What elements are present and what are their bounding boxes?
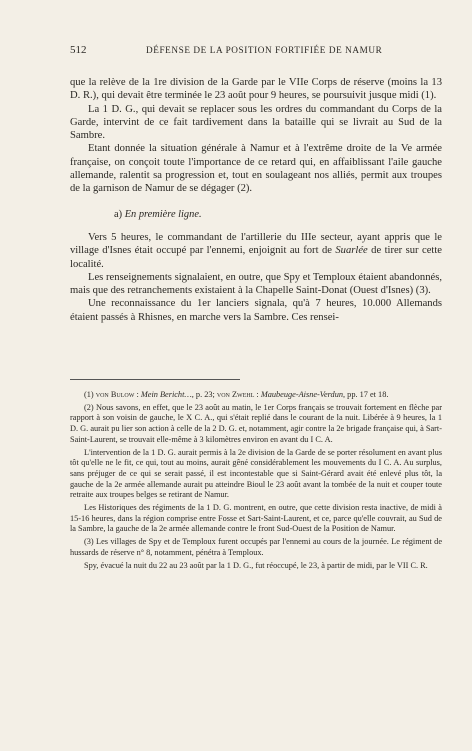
citation-title: Mein Bericht… [140, 390, 192, 399]
footnote: (3) Les villages de Spy et de Temploux furent occupés par l'ennemi au cours de la journée. Le régiment de hussards de réserve n° 8, notamment, pénétra à Temploux. [70, 537, 442, 557]
running-title: DÉFENSE DE LA POSITION FORTIFIÉE DE NAMUR [146, 45, 383, 55]
footnotes [70, 390, 442, 573]
paragraph [70, 231, 442, 271]
section-subheading [70, 208, 442, 221]
footnote-continuation: Spy, évacué la nuit du 22 au 23 août par la 1 D. G., fut réoccupé, le 23, à partir de midi, par le VII C. R. [84, 560, 428, 570]
citation-title: Maubeuge-Aisne-Verdun [260, 390, 344, 399]
footnote-continuation: Les Historiques des régiments de la 1 D. G. montrent, en outre, que cette division resta inactive, de midi à 15-16 heures, dans la région comprise entre Fosse et Sart-Saint-Laurent, et ce, parce qu'elle couvrait, au Sud de la Sambre, la gauche de la 2e armée allemande contre le front Sud-Ouest de la Position de Namur. [70, 503, 442, 534]
citation-author: von Bulow [95, 390, 135, 399]
citation-separator: : [254, 390, 261, 399]
paragraph: Une reconnaissance du 1er lanciers signala, qu'à 7 heures, 10.000 Allemands étaient passés à Rhisnes, en marche vers la Sambre. Ces rensei- [70, 298, 442, 323]
paragraph: que la relève de la 1re division de la Garde par le VIIe Corps de réserve (moins la 13 D. R.), qui devait être terminée le 23 août pour 9 heures, se poursuivit jusque midi (1). [70, 77, 442, 102]
main-text [70, 76, 442, 324]
paragraph: La 1 D. G., qui devait se replacer sous les ordres du commandant du Corps de la Garde, intervint de ce fait tardivement dans la bataille qui se livrait au Sud de la Sambre. [70, 103, 442, 142]
citation-text: , p. 23; [191, 390, 217, 399]
footnote-number: (1) [84, 390, 94, 399]
paragraph: Etant donnée la situation générale à Namur et à l'extrême droite de la Ve armée française, on conçoit toute l'importance de ce retard qui, en affaiblissant l'aile gauche allemande, ralentit sa progression et, tout en soulageant nos alliés, permit aux troupes de la garnison de Namur de se dégager (2). [70, 143, 442, 195]
citation-separator: : [134, 390, 141, 399]
paragraph-text: Vers 5 heures, le commandant de l'artillerie du IIIe secteur, ayant appris que le village d'Isnes était occupé par l'ennemi, enjoignit au fort de [70, 231, 442, 257]
footnote-continuation: L'intervention de la 1 D. G. aurait permis à la 2e division de la Garde de se porter résolument en avant plus tôt qu'elle ne le fit, ce qui, tout au moins, aurait gêné considérablement les mouvements du I C. A. Au surplus, sans préjuger de ce qui se serait passé, il est incontestable que si Saint-Gérard avait été enlevé plus tôt, la gauche de la 2e armée allemande aurait pu atteindre Bioul le 23 août avant la tombée de la nuit et couper toute retraite aux troupes belges se retirant de Namur. [70, 447, 442, 500]
paragraph-text: de tirer sur cette localité. [70, 245, 442, 270]
subheading-prefix: a) [114, 208, 123, 220]
page-number: 512 [70, 44, 87, 56]
citation-author: von Zwehl [216, 390, 255, 399]
footnote: (2) Nous savons, en effet, que le 23 août au matin, le 1er Corps français se trouvait fortement en flèche par rapport à son voisin de gauche, le X C. A., qui s'était replié dans le courant de la nuit. Libérée à 9 heures, la 1 D. G. aurait pu lier son action à celle de la 2 D. G. et, notamment, agir contre la 2e brigade française qui, à Sart-Saint-Laurent, se trouvait elle-même à 3 kilomètres environ en avant du I C. A. [70, 402, 442, 444]
paragraph: Les renseignements signalaient, en outre, que Spy et Temploux étaient abandonnés, mais que des retranchements existaient à la Chapelle Saint-Donat (Ouest d'Isnes) (3). [70, 271, 442, 297]
subheading-text: En première ligne. [124, 208, 202, 220]
page-header [70, 44, 442, 58]
footnote-rule [70, 379, 240, 380]
citation-text: , pp. 17 et 18. [343, 390, 389, 399]
fort-name: Suarlée [335, 245, 368, 257]
footnote [70, 390, 442, 401]
